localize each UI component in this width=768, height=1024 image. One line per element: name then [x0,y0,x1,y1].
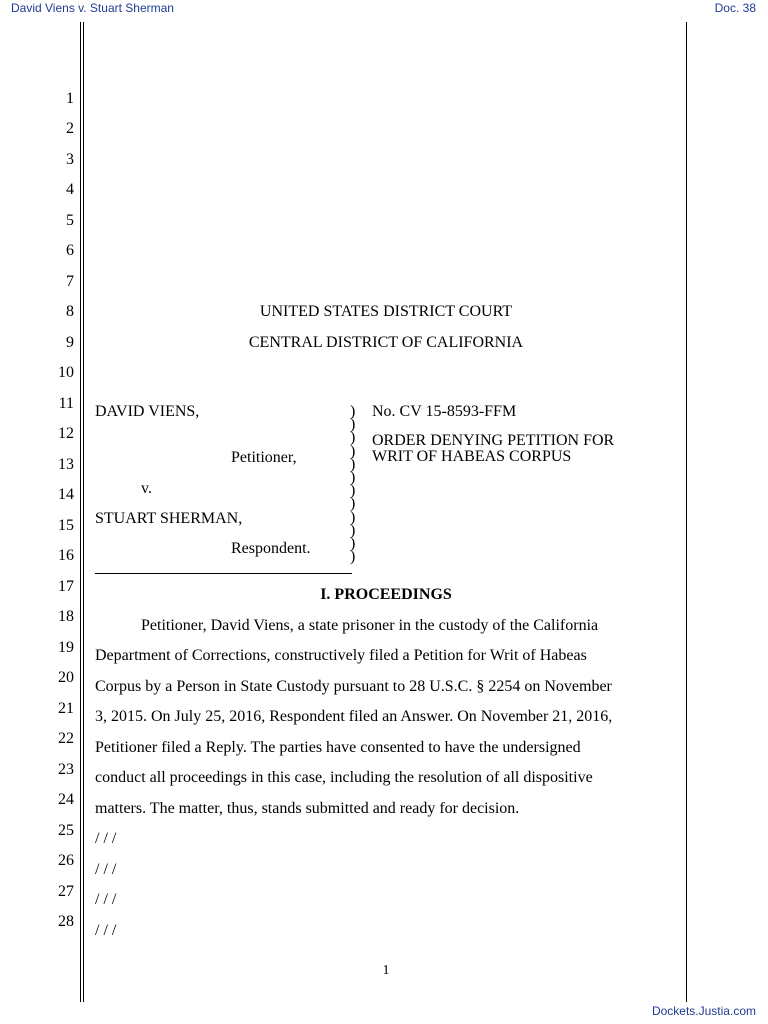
paren: ) [350,535,356,553]
paren: ) [350,442,356,460]
respondent-role: Respondent. [231,540,311,557]
slash-line: / / / [95,891,117,908]
doc-number-link[interactable]: Doc. 38 [714,1,756,15]
line-number: 3 [66,151,74,168]
respondent-name: STUART SHERMAN, [95,510,243,527]
paren: ) [350,482,356,500]
line-number: 6 [66,242,74,259]
line-number: 7 [66,273,74,290]
caption-underline [95,573,352,574]
line-number: 22 [58,730,74,747]
section-heading: I. PROCEEDINGS [320,586,452,603]
petitioner-name: DAVID VIENS, [95,403,200,420]
line-number: 18 [58,608,74,625]
court-district: CENTRAL DISTRICT OF CALIFORNIA [248,334,524,351]
line-number: 2 [66,120,74,137]
line-number: 24 [58,791,74,808]
right-margin-rule [686,22,687,1002]
paren: ) [350,521,356,539]
paren: ) [350,495,356,513]
body-line: 3, 2015. On July 25, 2016, Respondent filed an Answer. On November 21, 2016, [95,708,613,725]
line-number: 17 [58,578,74,595]
line-number: 21 [58,700,74,717]
body-line: Corpus by a Person in State Custody pursuant to 28 U.S.C. § 2254 on November [95,678,612,695]
paren: ) [350,416,356,434]
left-margin-rule-outer [80,22,81,1002]
line-number: 8 [66,303,74,320]
body-line: matters. The matter, thus, stands submitted and ready for decision. [95,800,520,817]
paren: ) [350,548,356,566]
caption-parentheses [350,403,356,566]
body-line: conduct all proceedings in this case, including the resolution of all dispositive [95,769,593,786]
case-number: No. CV 15-8593-FFM [372,403,517,420]
slash-line: / / / [95,922,117,939]
paren: ) [350,508,356,526]
dockets-justia-link[interactable]: Dockets.Justia.com [651,1004,756,1018]
left-margin-rule-inner [83,22,84,1002]
line-number: 15 [58,517,74,534]
line-number: 1 [66,90,74,107]
body-line: Petitioner filed a Reply. The parties have consented to have the undersigned [95,739,581,756]
line-number: 16 [58,547,74,564]
line-number: 26 [58,852,74,869]
line-number: 23 [58,761,74,778]
petitioner-role: Petitioner, [231,449,297,466]
order-title-line1: ORDER DENYING PETITION FOR [372,432,615,449]
paren: ) [350,429,356,447]
line-number: 25 [58,822,74,839]
slash-line: / / / [95,830,117,847]
line-number: 11 [58,395,74,412]
body-line: Petitioner, David Viens, a state prisoner in the custody of the California [141,617,599,634]
slash-line: / / / [95,861,117,878]
line-number: 14 [58,486,74,503]
line-number: 19 [58,639,74,656]
body-line: Department of Corrections, constructively filed a Petition for Writ of Habeas [95,647,587,664]
line-number: 28 [58,913,74,930]
line-number: 9 [66,334,74,351]
case-title-link[interactable]: David Viens v. Stuart Sherman [11,1,174,15]
line-number: 10 [58,364,74,381]
line-number: 4 [66,181,74,198]
order-title-line2: WRIT OF HABEAS CORPUS [372,448,572,465]
paren: ) [350,469,356,487]
line-number: 5 [66,212,74,229]
paren: ) [350,403,356,420]
paren: ) [350,455,356,473]
line-number: 20 [58,669,74,686]
court-name: UNITED STATES DISTRICT COURT [259,303,513,320]
versus: v. [141,480,152,497]
line-number: 12 [58,425,74,442]
line-number: 13 [58,456,74,473]
line-number: 27 [58,883,74,900]
page-number: 1 [382,963,390,978]
